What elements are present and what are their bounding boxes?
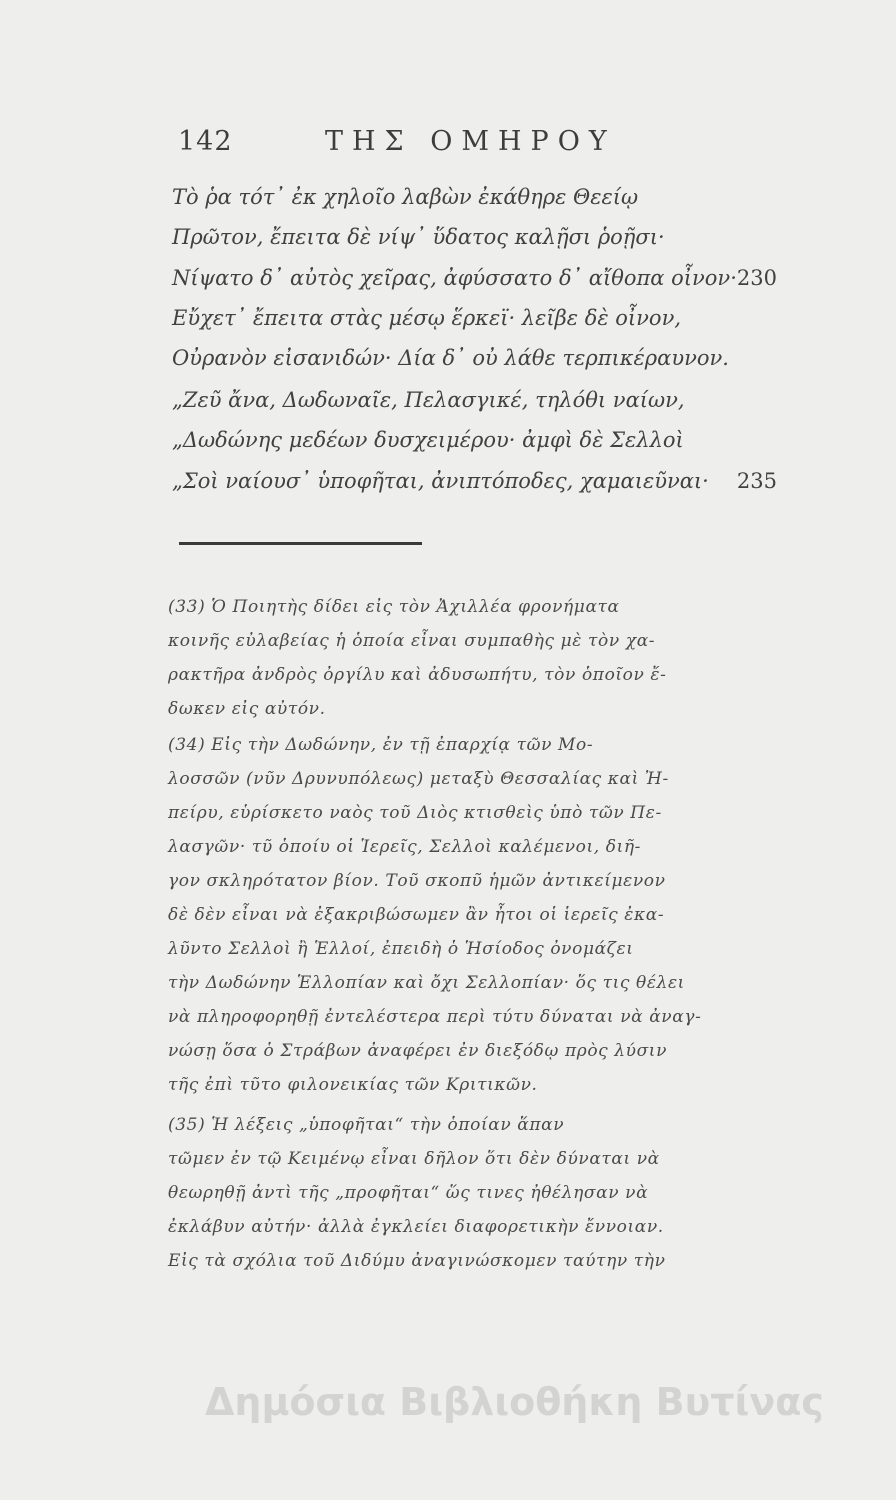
footnote-line: ἐκλάβυν αὐτήν· ἀλλὰ ἐγκλείει διαφορετικὴν ἔννοιαν. [168,1217,664,1237]
verse-line: Τὸ ῥα τότ᾽ ἐκ χηλοῖο λαβὼν ἐκάθηρε Θεείῳ [172,185,639,209]
footnote-line: ρακτῆρα ἀνδρὸς ὀργίλυ καὶ ἀδυσωπήτυ, τὸν ὁποῖον ἔ- [168,665,667,685]
verse-line: Νίψατο δ᾽ αὐτὸς χεῖρας, ἀφύσσατο δ᾽ αἴθοπα οἶνον· 230 [172,266,777,290]
running-title: ΤΗΣ ΟΜΗΡΟΥ [325,126,616,157]
footnote-line: νὰ πληροφορηθῇ ἐντελέστερα περὶ τύτυ δύναται νὰ ἀναγ- [168,1007,702,1027]
footnote-line: τῶμεν ἐν τῷ Κειμένῳ εἶναι δῆλον ὅτι δὲν δύναται νὰ [168,1149,660,1169]
footnote-line: δωκεν εἰς αὐτόν. [168,699,326,719]
line-number: 235 [736,469,777,493]
verse-line: „Δωδώνης μεδέων δυσχειμέρου· ἀμφὶ δὲ Σελλοὶ [172,428,684,452]
footnote-divider [179,542,422,545]
footnote-line: πείρυ, εὑρίσκετο ναὸς τοῦ Διὸς κτισθεὶς ὑπὸ τῶν Πε- [168,803,662,823]
footnote-line: θεωρηθῇ ἀντὶ τῆς „προφῆται“ ὥς τινες ἠθέλησαν νὰ [168,1183,649,1203]
footnote-line: τὴν Δωδώνην Ἑλλοπίαν καὶ ὄχι Σελλοπίαν· ὅς τις θέλει [168,973,685,993]
verse-line: Οὐρανὸν εἰσανιδών· Δία δ᾽ οὐ λάθε τερπικέραυνον. [172,346,729,370]
footnote-line: γον σκληρότατον βίον. Τοῦ σκοπῦ ἡμῶν ἀντικείμενον [168,871,666,891]
footnote-line: λοσσῶν (νῦν Δρυνυπόλεως) μεταξὺ Θεσσαλίας καὶ Ἠ- [168,769,669,789]
page-number: 142 [178,126,233,157]
footnote-line: κοινῆς εὐλαβείας ἡ ὁποία εἶναι συμπαθὴς μὲ τὸν χα- [168,631,656,651]
verse-line: „Ζεῦ ἄνα, Δωδωναῖε, Πελασγικέ, τηλόθι ναίων, [172,388,685,412]
line-number: 230 [736,266,777,290]
verse-line: Πρῶτον, ἔπειτα δὲ νίψ᾽ ὕδατος καλῇσι ῥοῇσι· [172,225,665,249]
footnote-line: (34) Εἰς τὴν Δωδώνην, ἐν τῇ ἐπαρχίᾳ τῶν Μο- [168,735,594,755]
library-watermark: Δημόσια Βιβλιοθήκη Βυτίνας [205,1380,824,1424]
footnote-line: Εἰς τὰ σχόλια τοῦ Διδύμυ ἀναγινώσκομεν ταύτην τὴν [168,1251,666,1271]
footnote-line: δὲ δὲν εἶναι νὰ ἐξακριβώσωμεν ἂν ἦτοι οἱ ἱερεῖς ἐκα- [168,905,665,925]
footnote-line: (33) Ὁ Ποιητὴς δίδει εἰς τὸν Ἀχιλλέα φρονήματα [168,597,620,617]
footnote-line: νώσῃ ὅσα ὁ Στράβων ἀναφέρει ἐν διεξόδῳ πρὸς λύσιν [168,1041,668,1061]
verse-line: Εὔχετ᾽ ἔπειτα στὰς μέσῳ ἕρκεϊ· λεῖβε δὲ οἶνον, [172,306,682,330]
verse-line: „Σοὶ ναίουσ᾽ ὑποφῆται, ἀνιπτόποδες, χαμαιεῦναι· 235 [172,469,777,493]
footnote-line: (35) Ἡ λέξεις „ὑποφῆται“ τὴν ὁποίαν ἅπαν [168,1115,565,1135]
footnote-line: λῦντο Σελλοὶ ἢ Ἑλλοί, ἐπειδὴ ὁ Ἡσίοδος ὀνομάζει [168,939,634,959]
footnote-line: λασγῶν· τῦ ὁποίυ οἱ Ἱερεῖς, Σελλοὶ καλέμενοι, διῆ- [168,837,642,857]
footnote-line: τῆς ἐπὶ τῦτο φιλονεικίας τῶν Κριτικῶν. [168,1075,538,1095]
